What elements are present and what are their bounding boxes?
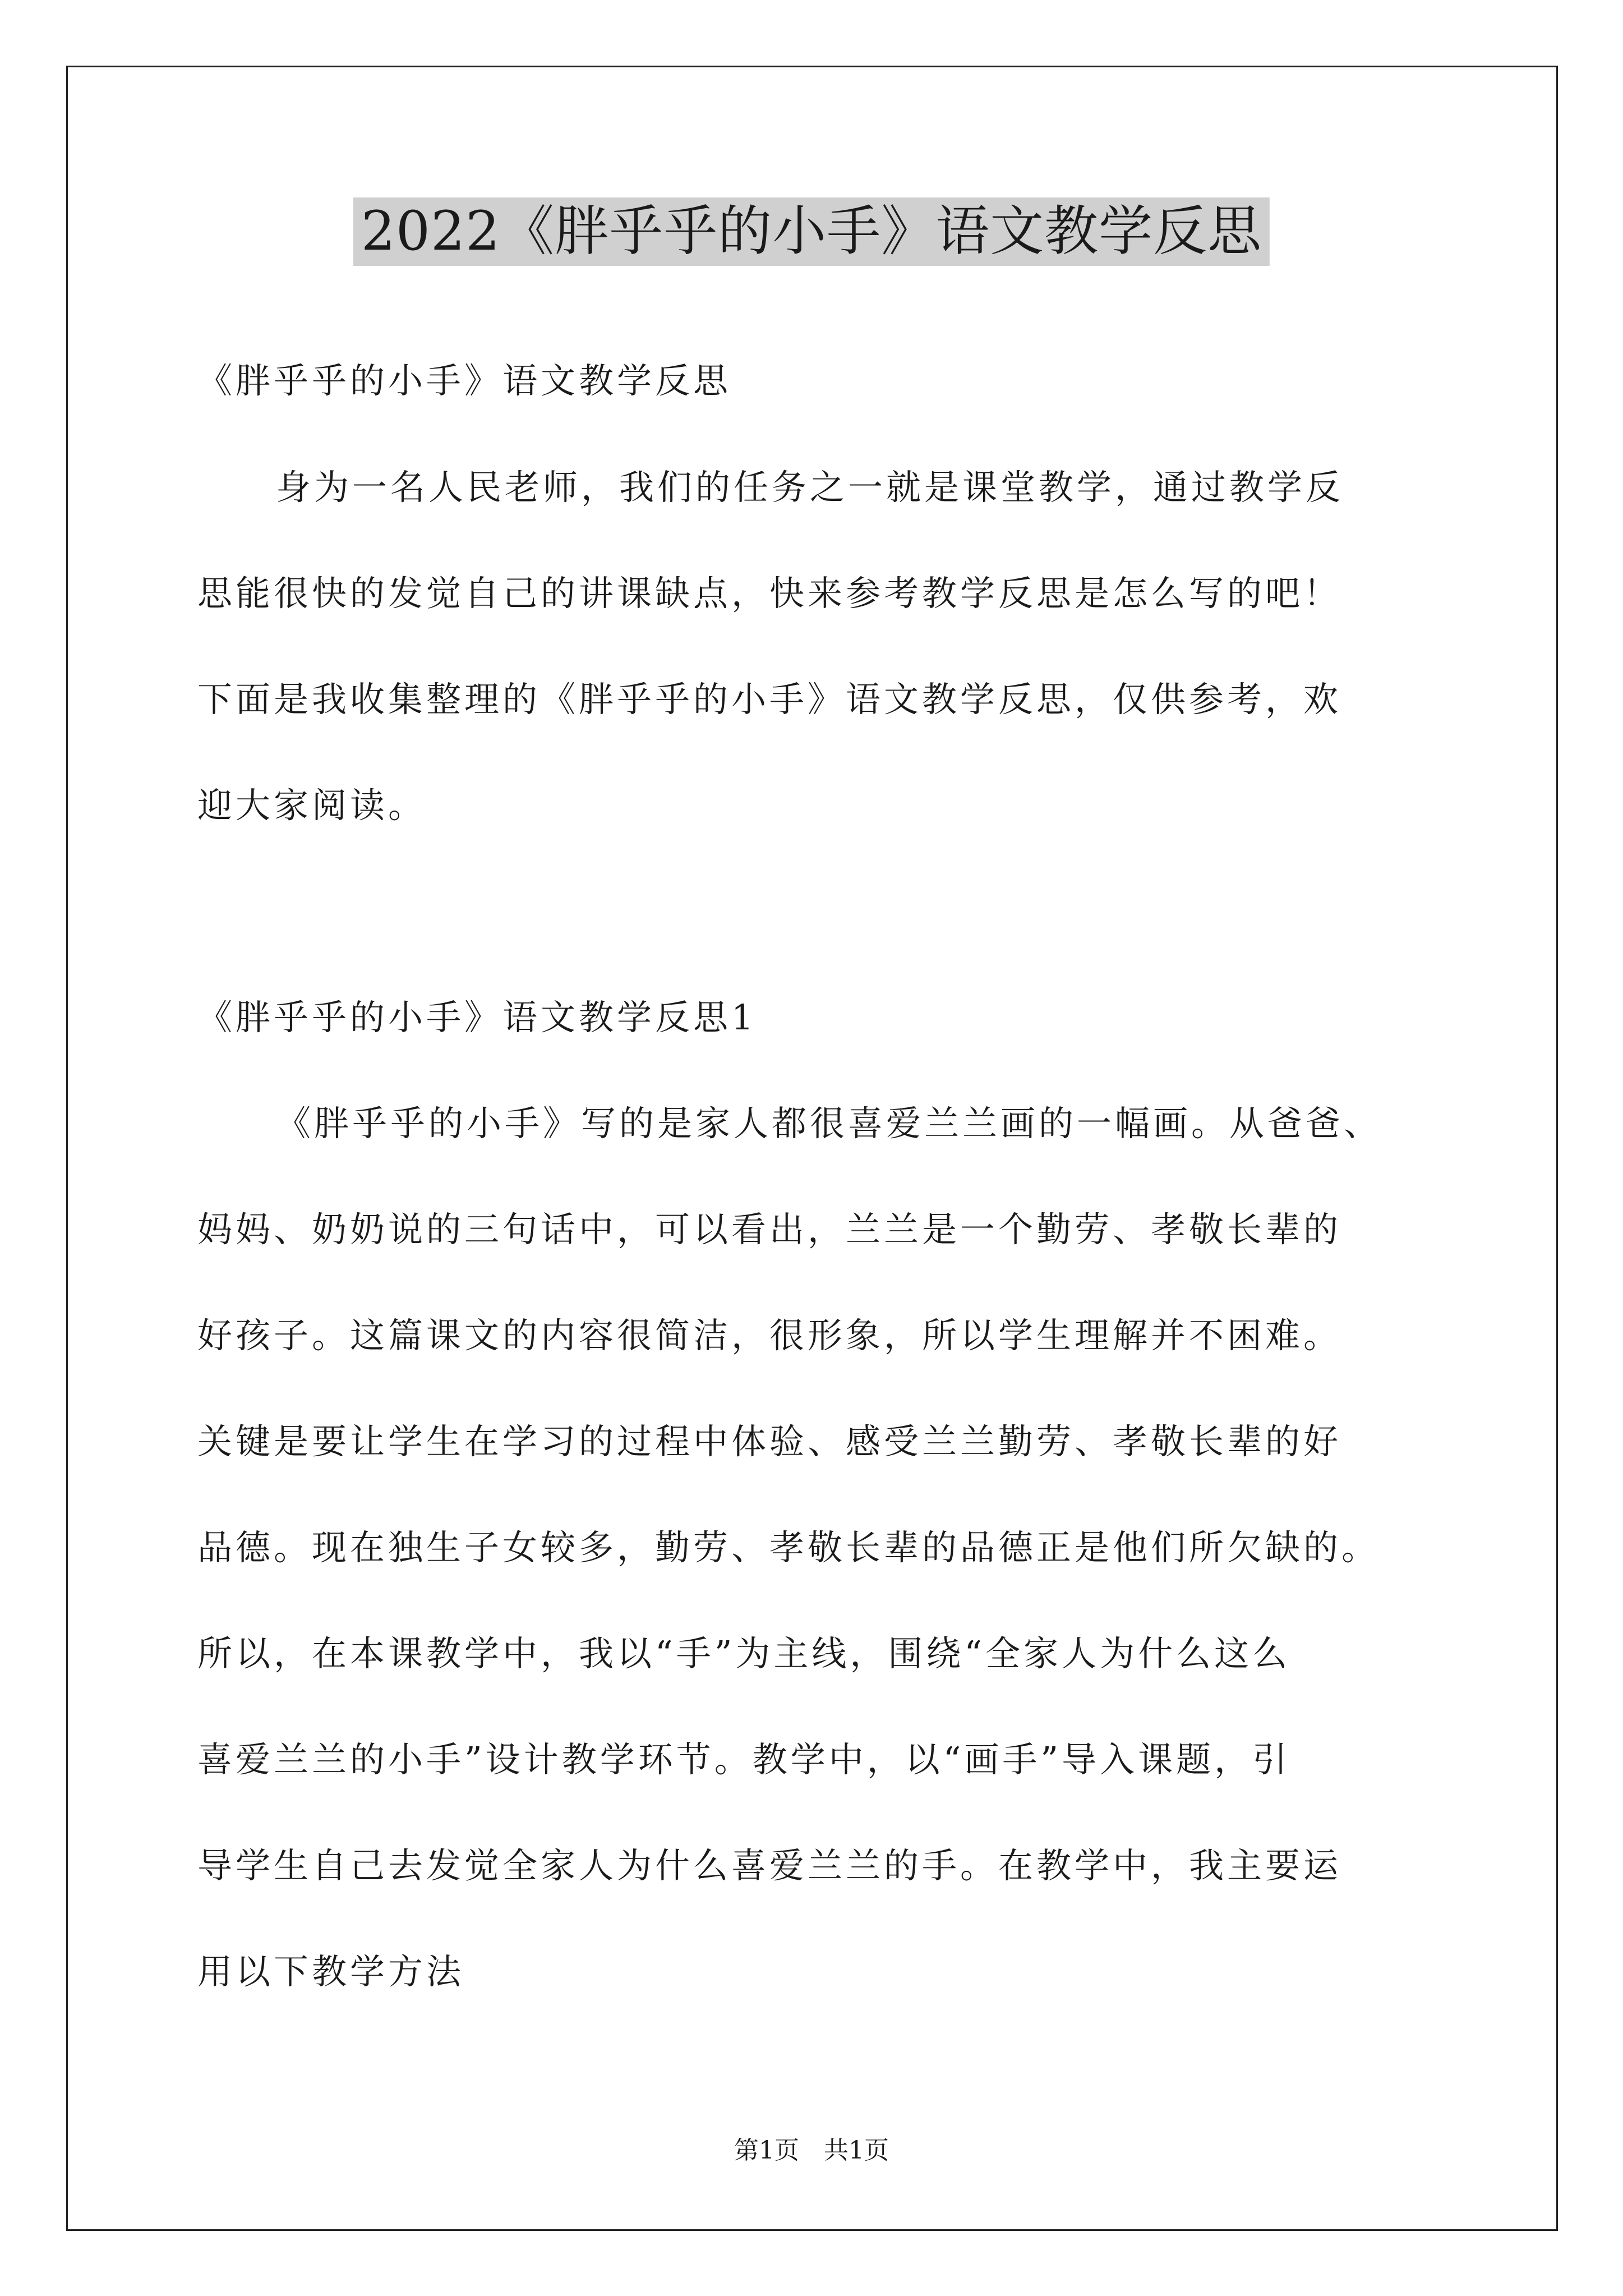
document-title: 2022《胖乎乎的小手》语文教学反思 <box>353 197 1270 266</box>
document-subtitle: 《胖乎乎的小手》语文教学反思 <box>197 360 732 401</box>
section-line: 关键是要让学生在学习的过程中体验、感受兰兰勤劳、孝敬长辈的好 <box>197 1421 1342 1462</box>
intro-line: 思能很快的发觉自己的讲课缺点，快来参考教学反思是怎么写的吧！ <box>197 573 1342 614</box>
intro-line: 下面是我收集整理的《胖乎乎的小手》语文教学反思，仅供参考，欢 <box>197 679 1342 720</box>
section-line: 喜爱兰兰的小手”设计教学环节。教学中，以“画手”导入课题，引 <box>197 1739 1291 1780</box>
intro-line: 迎大家阅读。 <box>197 785 427 826</box>
section-heading: 《胖乎乎的小手》语文教学反思1 <box>197 997 757 1038</box>
section-line: 所以，在本课教学中，我以“手”为主线，围绕“全家人为什么这么 <box>197 1633 1291 1674</box>
page-footer: 第1页 共1页 <box>734 2136 889 2165</box>
section-line: 用以下教学方法 <box>197 1951 465 1992</box>
section-line: 品德。现在独生子女较多，勤劳、孝敬长辈的品德正是他们所欠缺的。 <box>197 1527 1380 1568</box>
section-line: 好孩子。这篇课文的内容很简洁，很形象，所以学生理解并不困难。 <box>197 1315 1342 1356</box>
section-line: 《胖乎乎的小手》写的是家人都很喜爱兰兰画的一幅画。从爸爸、 <box>276 1103 1382 1144</box>
intro-line: 身为一名人民老师，我们的任务之一就是课堂教学，通过教学反 <box>276 467 1344 508</box>
section-line: 导学生自己去发觉全家人为什么喜爱兰兰的手。在教学中，我主要运 <box>197 1845 1342 1886</box>
section-line: 妈妈、奶奶说的三句话中，可以看出，兰兰是一个勤劳、孝敬长辈的 <box>197 1209 1342 1250</box>
